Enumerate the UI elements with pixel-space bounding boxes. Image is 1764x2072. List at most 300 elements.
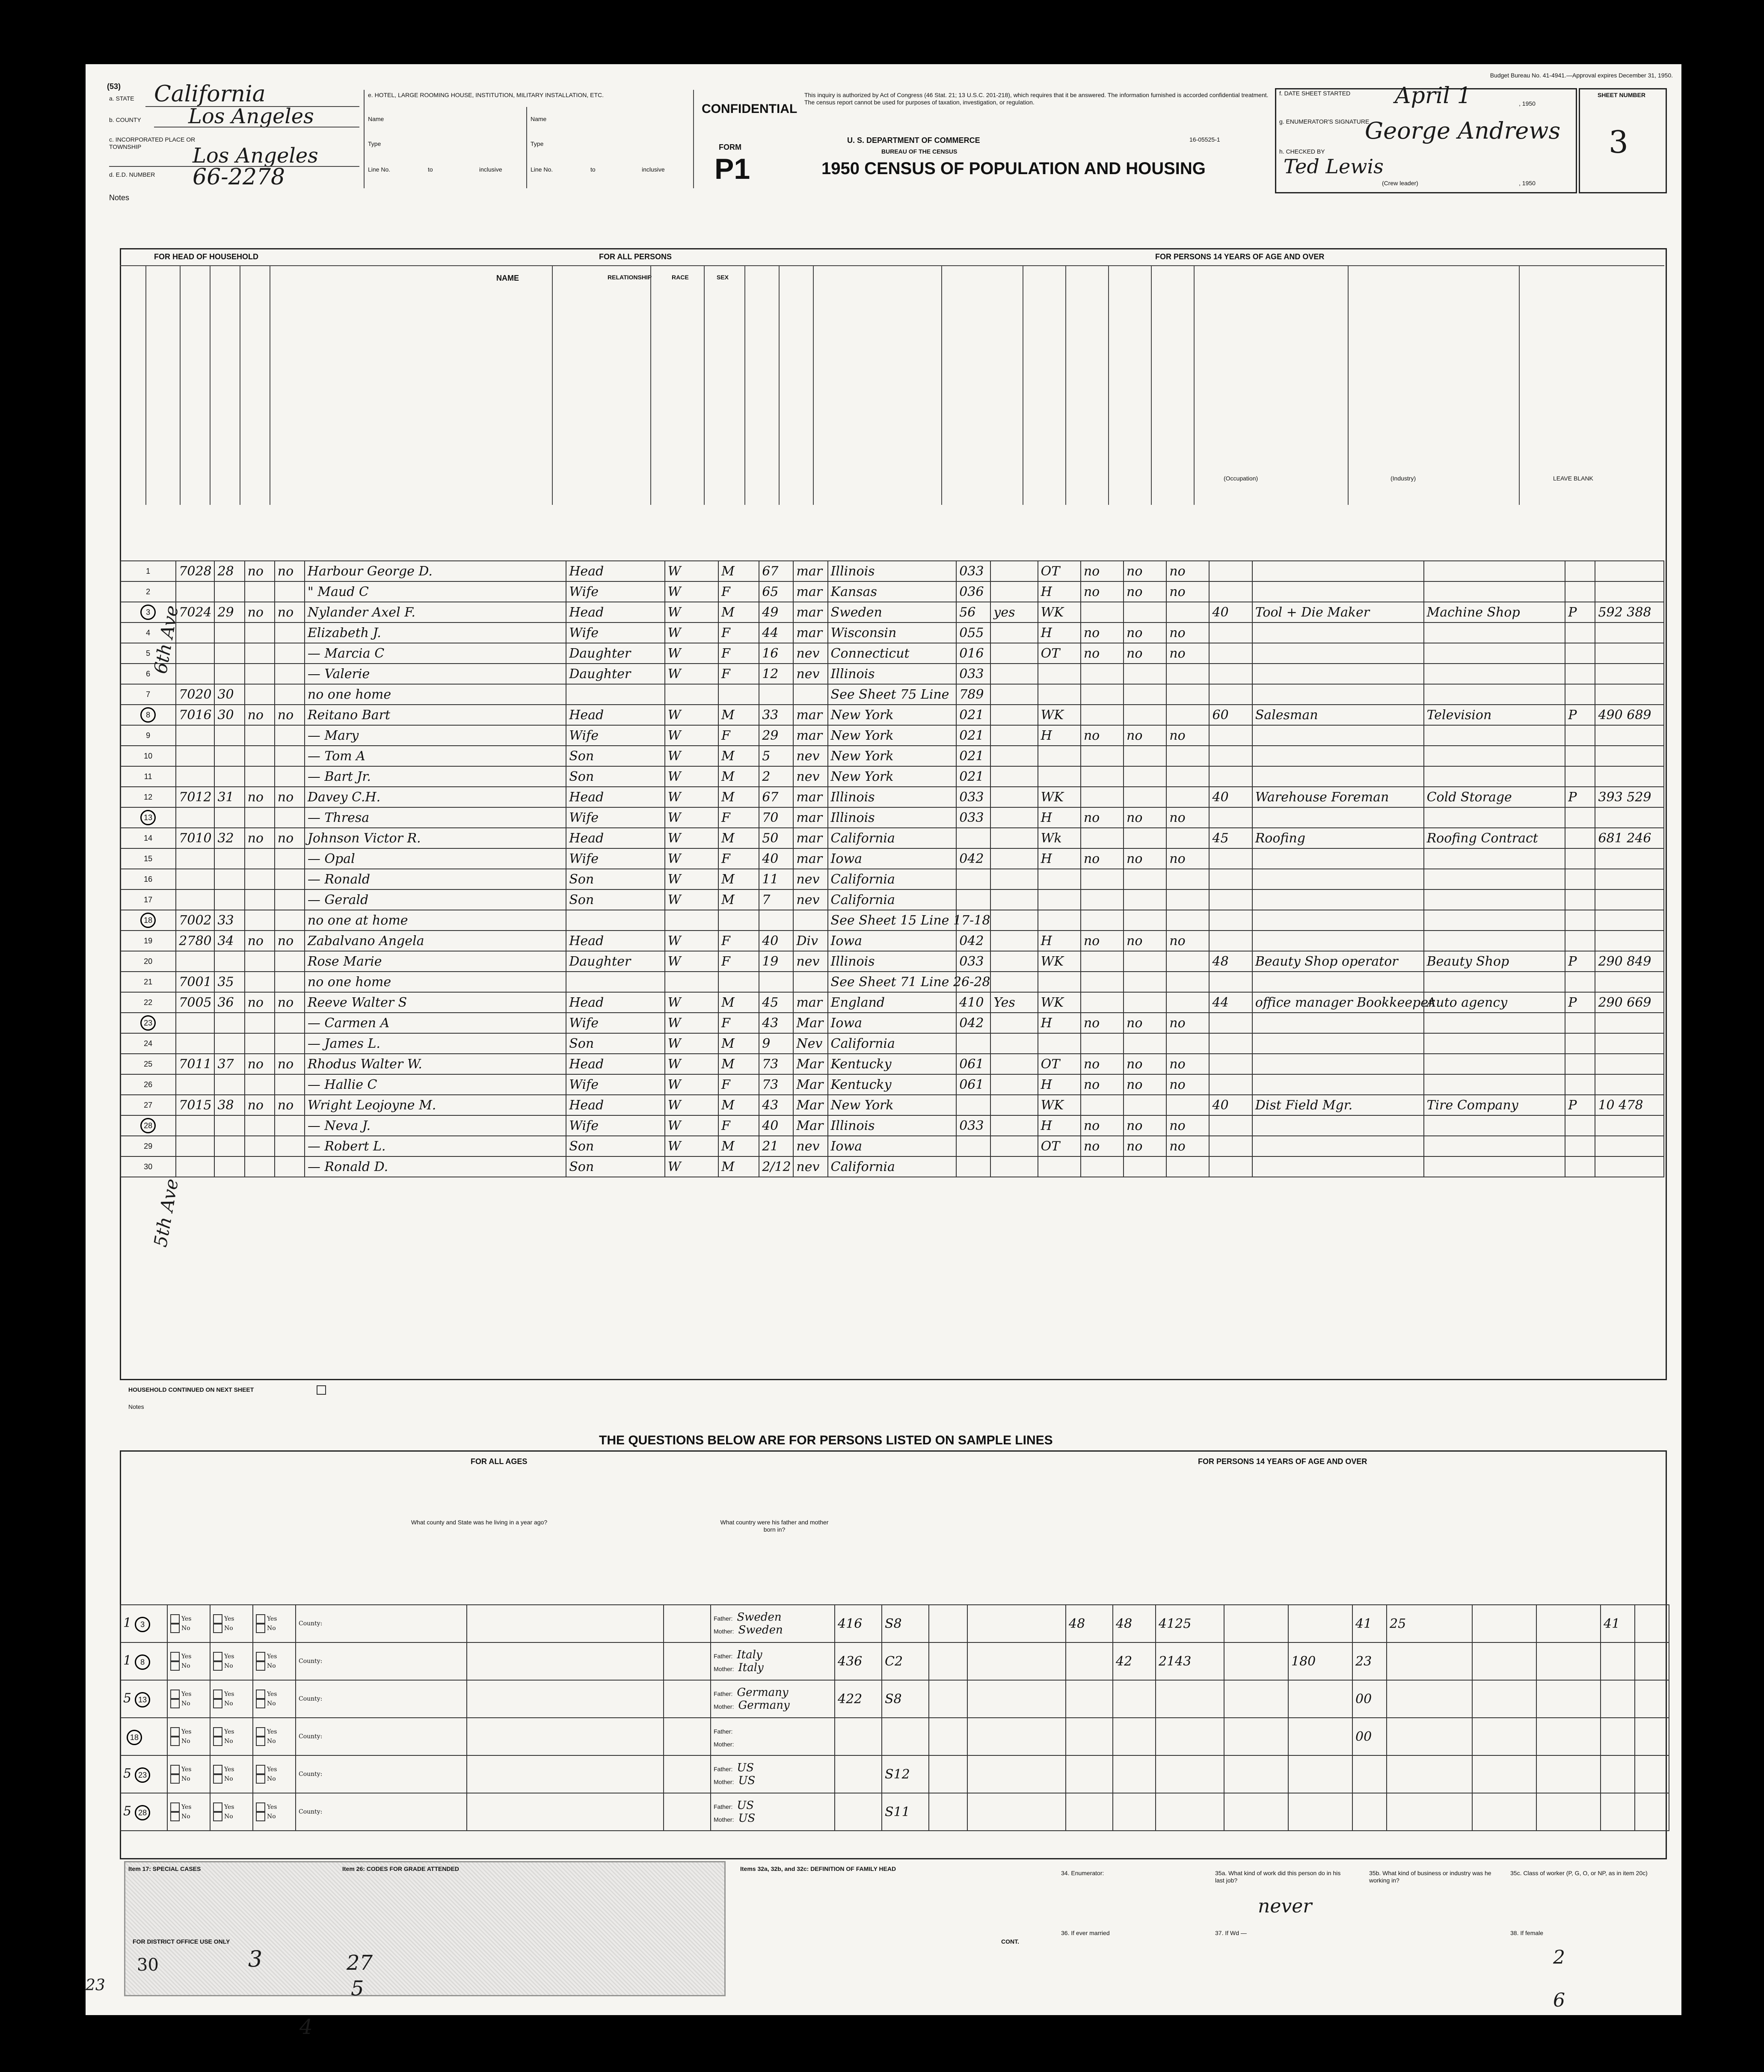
cell-marital: mar bbox=[793, 725, 827, 746]
line-number bbox=[120, 910, 176, 931]
family-other bbox=[1536, 1755, 1601, 1793]
cell-sex: F bbox=[718, 622, 759, 643]
cell-farm bbox=[245, 1033, 275, 1054]
cell-name: " Maud C bbox=[305, 581, 566, 602]
cell-cls: P bbox=[1565, 992, 1595, 1013]
attended-school bbox=[967, 1718, 1066, 1755]
yes-no-checkboxes bbox=[167, 1605, 210, 1642]
cell-serial: 28 bbox=[214, 561, 244, 581]
cell-nat bbox=[990, 581, 1038, 602]
family-business bbox=[1472, 1718, 1536, 1755]
cell-cls bbox=[1565, 581, 1595, 602]
no-checkbox[interactable] bbox=[170, 1737, 180, 1746]
cell-cls bbox=[1565, 1013, 1595, 1033]
cell-nat bbox=[990, 561, 1038, 581]
no-checkbox[interactable] bbox=[170, 1812, 180, 1821]
cell-farm: no bbox=[245, 931, 275, 951]
cell-house bbox=[176, 951, 214, 972]
cell-sex: M bbox=[718, 766, 759, 787]
cell-c: 290 849 bbox=[1595, 951, 1664, 972]
no-label: No bbox=[267, 1700, 276, 1707]
income-wages: 4125 bbox=[1156, 1605, 1224, 1642]
cell-hours: 60 bbox=[1209, 705, 1252, 725]
cell-ind bbox=[1424, 1115, 1565, 1136]
household-continued-checkbox[interactable] bbox=[317, 1385, 326, 1395]
cell-work: WK bbox=[1038, 951, 1081, 972]
yes-label: Yes bbox=[181, 1766, 192, 1773]
cell-hours bbox=[1209, 1136, 1252, 1156]
line-number bbox=[120, 725, 176, 746]
cell-q16 bbox=[1081, 910, 1124, 931]
highest-grade: S12 bbox=[882, 1755, 929, 1793]
inclusive-label-2: inclusive bbox=[642, 166, 665, 173]
cell-serial bbox=[214, 746, 244, 766]
weeks-worked: 48 bbox=[1113, 1605, 1156, 1642]
census-row bbox=[120, 1156, 1664, 1177]
no-checkbox[interactable] bbox=[170, 1699, 180, 1708]
cell-marital: nev bbox=[793, 643, 827, 664]
cell-hours bbox=[1209, 931, 1252, 951]
cell-sex bbox=[718, 684, 759, 705]
yes-checkbox[interactable] bbox=[170, 1802, 180, 1812]
cell-age: 50 bbox=[759, 828, 793, 848]
cell-q17: no bbox=[1124, 848, 1166, 869]
county-value: Los Angeles bbox=[188, 104, 314, 128]
yes-checkbox[interactable] bbox=[256, 1765, 265, 1774]
yes-label: Yes bbox=[224, 1766, 234, 1773]
cell-c bbox=[1595, 1115, 1664, 1136]
cell-birthplace: Illinois bbox=[828, 787, 957, 807]
cell-hours bbox=[1209, 1074, 1252, 1095]
cell-ind bbox=[1424, 972, 1565, 992]
cell-age: 67 bbox=[759, 561, 793, 581]
county-label: County: bbox=[299, 1658, 323, 1665]
cell-acres bbox=[275, 972, 305, 992]
notes-label: Notes bbox=[109, 193, 130, 202]
yes-checkbox[interactable] bbox=[170, 1727, 180, 1737]
census-row bbox=[120, 869, 1664, 889]
cell-ind bbox=[1424, 581, 1565, 602]
cell-rel: Daughter bbox=[566, 664, 665, 684]
name-label-2: Name bbox=[531, 116, 547, 122]
to-label-2: to bbox=[590, 166, 596, 173]
cell-name: Rhodus Walter W. bbox=[305, 1054, 566, 1074]
cell-age: 5 bbox=[759, 746, 793, 766]
cell-farm bbox=[245, 1136, 275, 1156]
cell-q18 bbox=[1166, 869, 1209, 889]
cell-hours: 45 bbox=[1209, 828, 1252, 848]
leave-blank-f bbox=[1352, 1793, 1387, 1831]
cell-cls bbox=[1565, 848, 1595, 869]
cell-birthplace: California bbox=[828, 828, 957, 848]
cell-birthplace: Sweden bbox=[828, 602, 957, 622]
children-value: 2 bbox=[1553, 1947, 1565, 1968]
cell-occ bbox=[1252, 1136, 1424, 1156]
cell-nat bbox=[990, 889, 1038, 910]
cell-age: 67 bbox=[759, 787, 793, 807]
cell-c: 592 388 bbox=[1595, 602, 1664, 622]
cell-nat: Yes bbox=[990, 992, 1038, 1013]
family-business bbox=[1472, 1642, 1536, 1680]
no-checkbox[interactable] bbox=[170, 1624, 180, 1633]
cell-farm bbox=[245, 643, 275, 664]
cell-serial bbox=[214, 581, 244, 602]
leave-blank-e bbox=[835, 1718, 882, 1755]
cell-sex: M bbox=[718, 992, 759, 1013]
cell-hours bbox=[1209, 561, 1252, 581]
no-checkbox[interactable] bbox=[213, 1699, 222, 1708]
weeks-looking bbox=[1066, 1680, 1113, 1718]
cell-nat bbox=[990, 828, 1038, 848]
cell-marital: Mar bbox=[793, 1115, 827, 1136]
cell-sex: M bbox=[718, 869, 759, 889]
cell-marital: mar bbox=[793, 828, 827, 848]
cell-hours bbox=[1209, 622, 1252, 643]
no-checkbox[interactable] bbox=[256, 1812, 265, 1821]
no-checkbox[interactable] bbox=[213, 1737, 222, 1746]
cell-ind: Roofing Contract bbox=[1424, 828, 1565, 848]
leave-blank-g bbox=[1601, 1755, 1635, 1793]
attended-school bbox=[967, 1680, 1066, 1718]
yes-checkbox[interactable] bbox=[213, 1727, 222, 1737]
cell-marital: Mar bbox=[793, 1013, 827, 1033]
cell-hours bbox=[1209, 725, 1252, 746]
sample-line-number: 23 bbox=[135, 1767, 150, 1783]
county-label: County: bbox=[299, 1808, 323, 1815]
census-row bbox=[120, 848, 1664, 869]
cell-farm bbox=[245, 684, 275, 705]
cell-farm: no bbox=[245, 1054, 275, 1074]
no-checkbox[interactable] bbox=[256, 1774, 265, 1784]
cell-cls bbox=[1565, 1074, 1595, 1095]
tally-a: 3 bbox=[248, 1947, 263, 1972]
cell-acres bbox=[275, 725, 305, 746]
line-number-value: 3 bbox=[140, 605, 156, 620]
no-checkbox[interactable] bbox=[170, 1661, 180, 1671]
cell-birthplace: California bbox=[828, 869, 957, 889]
cell-serial: 29 bbox=[214, 602, 244, 622]
yes-checkbox[interactable] bbox=[256, 1727, 265, 1737]
cell-occ bbox=[1252, 1074, 1424, 1095]
cell-age: 40 bbox=[759, 931, 793, 951]
yes-checkbox[interactable] bbox=[256, 1802, 265, 1812]
father-label: Father: bbox=[714, 1803, 733, 1810]
yes-checkbox[interactable] bbox=[213, 1614, 222, 1624]
no-checkbox[interactable] bbox=[213, 1661, 222, 1671]
cell-house: 7016 bbox=[176, 705, 214, 725]
finished-grade bbox=[929, 1718, 967, 1755]
q24-text: What county and State was he living in a year ago? bbox=[411, 1519, 548, 1526]
yes-checkbox[interactable] bbox=[170, 1765, 180, 1774]
cell-name: — Opal bbox=[305, 848, 566, 869]
street-name-2: 5th Ave bbox=[150, 1177, 183, 1249]
cell-acres bbox=[275, 643, 305, 664]
q35a: 35a. What kind of work did this person do in his last job? bbox=[1215, 1870, 1341, 1884]
cell-rel: Wife bbox=[566, 581, 665, 602]
cell-cls bbox=[1565, 766, 1595, 787]
yes-label: Yes bbox=[181, 1804, 192, 1811]
cell-occ bbox=[1252, 931, 1424, 951]
cell-race: W bbox=[665, 746, 718, 766]
no-checkbox[interactable] bbox=[256, 1699, 265, 1708]
cell-name: — Marcia C bbox=[305, 643, 566, 664]
leave-blank-g bbox=[1601, 1680, 1635, 1718]
cell-b: 033 bbox=[956, 787, 990, 807]
armed-forces bbox=[1635, 1642, 1669, 1680]
income-business bbox=[1224, 1793, 1288, 1831]
sample-line-number: 8 bbox=[135, 1654, 150, 1670]
line-number-value: 29 bbox=[144, 1141, 153, 1150]
cell-marital: mar bbox=[793, 602, 827, 622]
cell-acres: no bbox=[275, 1095, 305, 1115]
line-number-value: 7 bbox=[146, 690, 151, 699]
yes-checkbox[interactable] bbox=[256, 1690, 265, 1699]
income-other bbox=[1288, 1793, 1352, 1831]
cell-q16 bbox=[1081, 869, 1124, 889]
father-label: Father: bbox=[714, 1728, 733, 1735]
cell-q16 bbox=[1081, 602, 1124, 622]
no-checkbox[interactable] bbox=[170, 1774, 180, 1784]
cell-b: 021 bbox=[956, 746, 990, 766]
yes-checkbox[interactable] bbox=[170, 1690, 180, 1699]
cell-c bbox=[1595, 889, 1664, 910]
form-id: P1 bbox=[714, 153, 750, 185]
cell-house: 7011 bbox=[176, 1054, 214, 1074]
cell-serial bbox=[214, 1013, 244, 1033]
no-label: No bbox=[224, 1625, 233, 1632]
cell-name: Davey C.H. bbox=[305, 787, 566, 807]
cell-birthplace: Kansas bbox=[828, 581, 957, 602]
cell-house bbox=[176, 581, 214, 602]
leave-blank-e bbox=[835, 1755, 882, 1793]
sample-line-number: 18 bbox=[127, 1730, 142, 1745]
cell-sex: F bbox=[718, 643, 759, 664]
no-checkbox[interactable] bbox=[213, 1624, 222, 1633]
yes-checkbox[interactable] bbox=[213, 1652, 222, 1661]
weeks-worked bbox=[1113, 1793, 1156, 1831]
cell-q17 bbox=[1124, 910, 1166, 931]
income-wages bbox=[1156, 1755, 1224, 1793]
sample-title: THE QUESTIONS BELOW ARE FOR PERSONS LISTED ON SAMPLE LINES bbox=[599, 1433, 1053, 1447]
line-number-value: 13 bbox=[140, 810, 156, 825]
cell-race: W bbox=[665, 561, 718, 581]
cell-marital bbox=[793, 684, 827, 705]
line-number bbox=[120, 705, 176, 725]
cell-ind bbox=[1424, 889, 1565, 910]
weeks-looking bbox=[1066, 1642, 1113, 1680]
county-label: County: bbox=[299, 1696, 323, 1702]
yes-checkbox[interactable] bbox=[213, 1765, 222, 1774]
census-row bbox=[120, 828, 1664, 848]
sheet-label: SHEET NUMBER bbox=[1597, 92, 1645, 98]
sample-persons-14-header: FOR PERSONS 14 YEARS OF AGE AND OVER bbox=[1198, 1457, 1367, 1466]
cell-work: H bbox=[1038, 1074, 1081, 1095]
cell-age: 73 bbox=[759, 1054, 793, 1074]
state-cell bbox=[467, 1680, 664, 1718]
cell-name: no one at home bbox=[305, 910, 566, 931]
parents-birthplace bbox=[711, 1793, 835, 1831]
cell-name: — Neva J. bbox=[305, 1115, 566, 1136]
cell-nat bbox=[990, 1013, 1038, 1033]
cell-acres: no bbox=[275, 1054, 305, 1074]
income-business bbox=[1224, 1755, 1288, 1793]
leave-blank-f: 00 bbox=[1352, 1680, 1387, 1718]
cell-q18: no bbox=[1166, 1136, 1209, 1156]
cell-cls bbox=[1565, 664, 1595, 684]
to-label: to bbox=[428, 166, 433, 173]
cell-q17: no bbox=[1124, 643, 1166, 664]
cell-work: H bbox=[1038, 848, 1081, 869]
yes-no-checkboxes bbox=[167, 1793, 210, 1831]
cell-farm bbox=[245, 766, 275, 787]
cell-house: 7005 bbox=[176, 992, 214, 1013]
cell-farm: no bbox=[245, 828, 275, 848]
leave-blank-f bbox=[1352, 1755, 1387, 1793]
cell-race: W bbox=[665, 1074, 718, 1095]
cell-serial: 35 bbox=[214, 972, 244, 992]
cell-ind bbox=[1424, 664, 1565, 684]
cell-cls bbox=[1565, 807, 1595, 828]
no-checkbox[interactable] bbox=[213, 1812, 222, 1821]
cell-farm bbox=[245, 848, 275, 869]
father-label: Father: bbox=[714, 1653, 733, 1660]
cell-q18 bbox=[1166, 684, 1209, 705]
cell-acres bbox=[275, 910, 305, 931]
yes-checkbox[interactable] bbox=[170, 1614, 180, 1624]
cell-serial bbox=[214, 1115, 244, 1136]
type-label-2: Type bbox=[531, 140, 544, 147]
cell-sex: F bbox=[718, 848, 759, 869]
cell-ind bbox=[1424, 1136, 1565, 1156]
cell-q18: no bbox=[1166, 807, 1209, 828]
line-number-value: 6 bbox=[146, 669, 151, 678]
yes-checkbox[interactable] bbox=[170, 1652, 180, 1661]
cell-marital: mar bbox=[793, 787, 827, 807]
family-other bbox=[1536, 1718, 1601, 1755]
date-label: f. DATE SHEET STARTED bbox=[1279, 90, 1351, 97]
cell-work: H bbox=[1038, 725, 1081, 746]
cell-c bbox=[1595, 1013, 1664, 1033]
family-head: Items 32a, 32b, and 32c: DEFINITION OF FAMILY HEAD bbox=[740, 1865, 896, 1872]
yes-checkbox[interactable] bbox=[213, 1690, 222, 1699]
cell-nat bbox=[990, 910, 1038, 931]
line-number bbox=[120, 807, 176, 828]
no-label: No bbox=[181, 1776, 190, 1782]
line-number-value: 10 bbox=[144, 751, 153, 760]
cell-name: — Hallie C bbox=[305, 1074, 566, 1095]
cell-age: 43 bbox=[759, 1013, 793, 1033]
cell-q17 bbox=[1124, 684, 1166, 705]
sample-mark: 5 bbox=[123, 1803, 132, 1819]
cell-c bbox=[1595, 725, 1664, 746]
cell-farm bbox=[245, 869, 275, 889]
yes-checkbox[interactable] bbox=[213, 1802, 222, 1812]
cell-sex: M bbox=[718, 746, 759, 766]
cell-farm: no bbox=[245, 561, 275, 581]
cell-marital: Nev bbox=[793, 1033, 827, 1054]
cell-house: 7012 bbox=[176, 787, 214, 807]
cell-q17: no bbox=[1124, 931, 1166, 951]
cell-sex: F bbox=[718, 1115, 759, 1136]
cell-c bbox=[1595, 1054, 1664, 1074]
line-number-value: 22 bbox=[144, 998, 153, 1007]
no-checkbox[interactable] bbox=[256, 1661, 265, 1671]
line-number bbox=[120, 787, 176, 807]
sample-line bbox=[120, 1605, 167, 1642]
cell-age: 40 bbox=[759, 1115, 793, 1136]
cell-farm: no bbox=[245, 1095, 275, 1115]
cell-q17 bbox=[1124, 951, 1166, 972]
street-name-1: 6th Ave bbox=[150, 604, 183, 676]
cell-work: H bbox=[1038, 1115, 1081, 1136]
no-checkbox[interactable] bbox=[256, 1624, 265, 1633]
armed-forces bbox=[1635, 1605, 1669, 1642]
cell-q18 bbox=[1166, 828, 1209, 848]
cell-b: 033 bbox=[956, 1115, 990, 1136]
cell-hours bbox=[1209, 972, 1252, 992]
cell-q16 bbox=[1081, 746, 1124, 766]
cell-house bbox=[176, 1115, 214, 1136]
cell-marital: nev bbox=[793, 1136, 827, 1156]
cell-serial bbox=[214, 1033, 244, 1054]
cell-rel: Head bbox=[566, 1054, 665, 1074]
cell-house: 7001 bbox=[176, 972, 214, 992]
sample-mark: 5 bbox=[123, 1690, 132, 1706]
state-cell bbox=[467, 1755, 664, 1793]
cell-birthplace: Wisconsin bbox=[828, 622, 957, 643]
cell-cls bbox=[1565, 828, 1595, 848]
line-number-value: 19 bbox=[144, 936, 153, 945]
no-checkbox[interactable] bbox=[256, 1737, 265, 1746]
census-row bbox=[120, 951, 1664, 972]
leave-blank-f: 00 bbox=[1352, 1718, 1387, 1755]
yes-checkbox[interactable] bbox=[256, 1614, 265, 1624]
mother-birthplace: Germany bbox=[738, 1699, 790, 1712]
yes-label: Yes bbox=[224, 1728, 234, 1735]
cell-serial: 36 bbox=[214, 992, 244, 1013]
cell-q16: no bbox=[1081, 561, 1124, 581]
parents-birthplace bbox=[711, 1605, 835, 1642]
cell-house bbox=[176, 725, 214, 746]
no-checkbox[interactable] bbox=[213, 1774, 222, 1784]
cell-b bbox=[956, 1095, 990, 1115]
sample-line-number: 3 bbox=[135, 1617, 150, 1632]
cell-farm bbox=[245, 1013, 275, 1033]
margin-5: 5 bbox=[351, 1977, 364, 2001]
cell-hours bbox=[1209, 581, 1252, 602]
yes-label: Yes bbox=[267, 1766, 277, 1773]
county-cell bbox=[296, 1718, 467, 1755]
family-other bbox=[1536, 1793, 1601, 1831]
cell-b: 021 bbox=[956, 725, 990, 746]
cell-serial: 30 bbox=[214, 705, 244, 725]
cell-occ bbox=[1252, 1115, 1424, 1136]
cell-birthplace: Illinois bbox=[828, 951, 957, 972]
cell-serial bbox=[214, 643, 244, 664]
cell-name: no one home bbox=[305, 684, 566, 705]
yes-checkbox[interactable] bbox=[256, 1652, 265, 1661]
cell-serial bbox=[214, 869, 244, 889]
cell-name: — Tom A bbox=[305, 746, 566, 766]
no-label: No bbox=[181, 1663, 190, 1669]
income-wages bbox=[1156, 1680, 1224, 1718]
cell-b bbox=[956, 828, 990, 848]
cell-sex: M bbox=[718, 1156, 759, 1177]
cell-ind bbox=[1424, 561, 1565, 581]
cell-work: WK bbox=[1038, 787, 1081, 807]
cell-q18: no bbox=[1166, 1115, 1209, 1136]
cell-q16 bbox=[1081, 1156, 1124, 1177]
